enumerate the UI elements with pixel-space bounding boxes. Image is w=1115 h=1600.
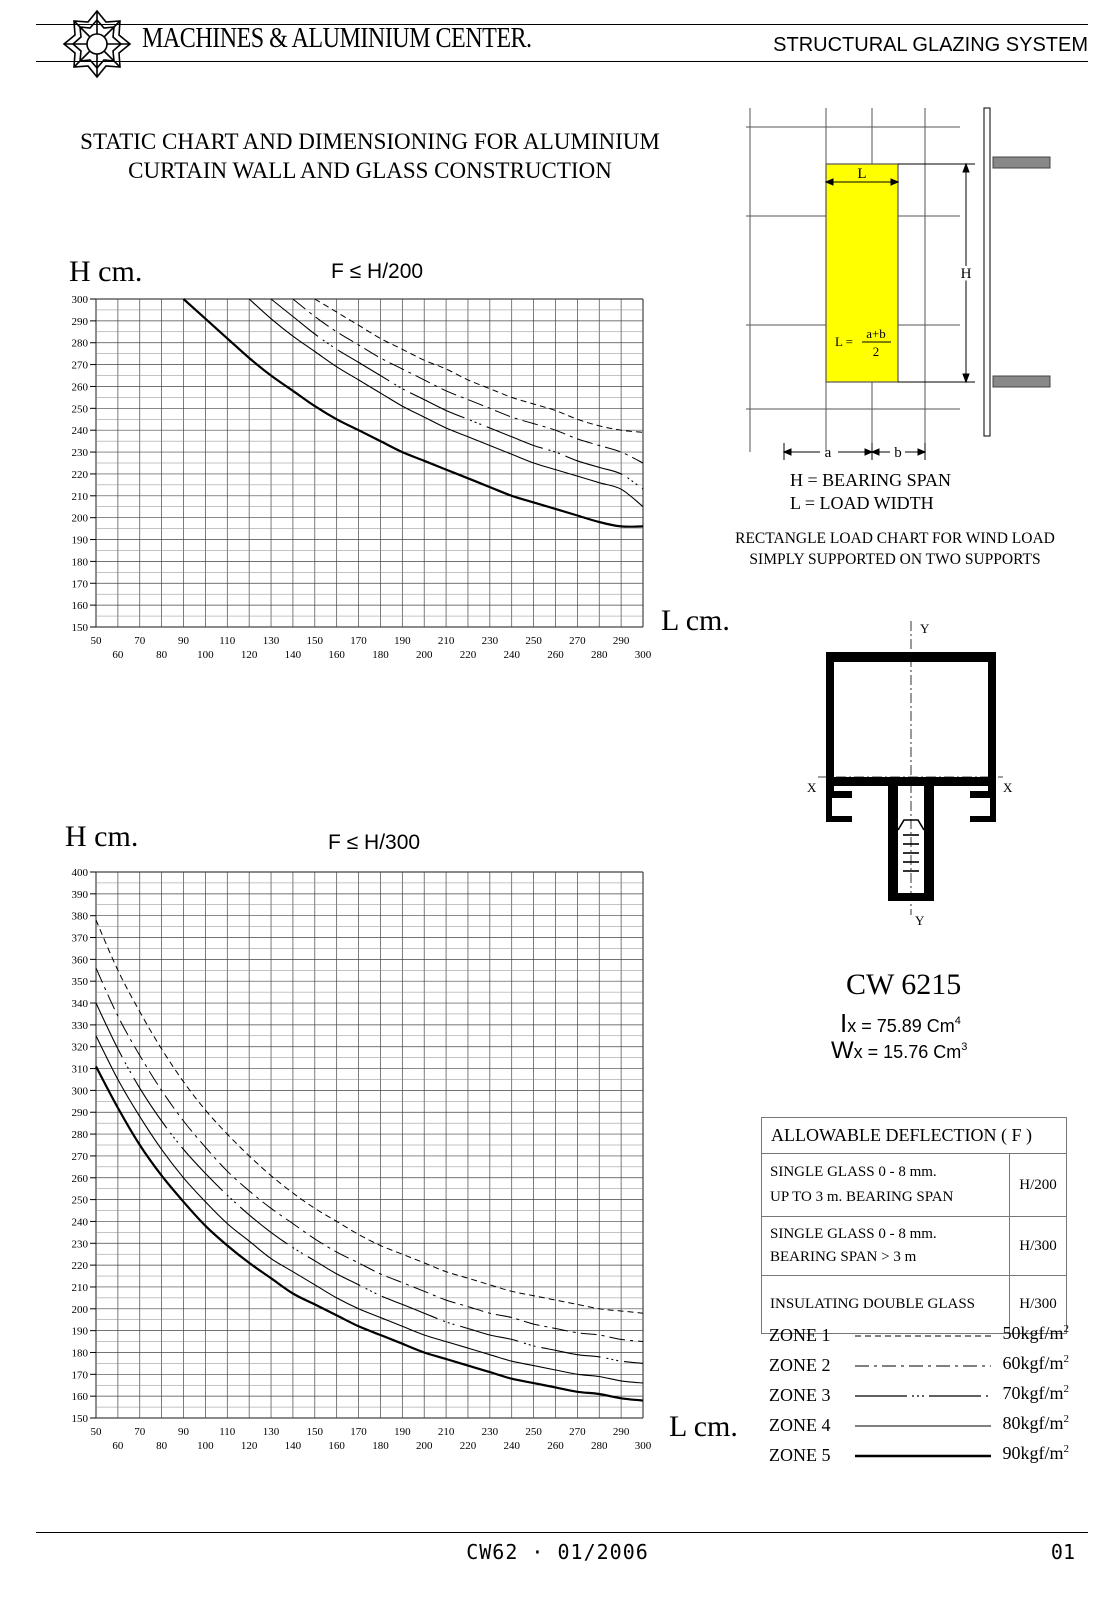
x-tick-label: 240 (503, 649, 520, 661)
zone5-line-sample (855, 1453, 991, 1459)
x-tick-label: 260 (547, 649, 564, 661)
y-tick-label: 390 (71, 888, 88, 901)
x-tick-label: 180 (372, 649, 389, 661)
chart2-title: F ≤ H/300 (328, 831, 421, 854)
zone-value-text: 50kgf/m (1002, 1323, 1064, 1343)
caption-line-1: RECTANGLE LOAD CHART FOR WIND LOAD (735, 530, 1055, 547)
x-tick-label: 70 (134, 1426, 146, 1438)
table-cell-condition: INSULATING DOUBLE GLASS (762, 1276, 1010, 1334)
x-tick-label: 230 (481, 1426, 499, 1438)
y-tick-label: 210 (71, 490, 88, 503)
x-tick-label: 160 (328, 1440, 345, 1452)
y-tick-label: 290 (71, 1107, 88, 1120)
table-cell-value: H/300 (1010, 1276, 1067, 1334)
zone-value-text: 80kgf/m (1002, 1413, 1064, 1433)
y-tick-label: 280 (71, 1129, 88, 1142)
x-tick-label: 170 (350, 1426, 367, 1438)
y-tick-label: 160 (71, 600, 88, 613)
x-tick-label: 290 (612, 1426, 630, 1438)
title-line-2: CURTAIN WALL AND GLASS CONSTRUCTION (128, 158, 612, 183)
moment-of-inertia (840, 1008, 961, 1039)
x-tick-label: 250 (525, 1426, 542, 1438)
y-tick-label: 220 (71, 468, 88, 481)
y-tick-label: 150 (71, 622, 88, 634)
zone-label: ZONE 5 (769, 1445, 831, 1465)
y-tick-label: 250 (71, 403, 88, 416)
y-tick-label: 240 (71, 1216, 88, 1229)
x-tick-label: 260 (547, 1440, 564, 1452)
formula-numerator: a+b (866, 326, 886, 341)
x-tick-label: 180 (372, 1440, 389, 1452)
zone2-line-sample (855, 1363, 991, 1369)
load-diagram (740, 100, 1070, 470)
x-tick-label: 110 (219, 1426, 236, 1438)
series-zone-5 (96, 1066, 643, 1400)
zone4-line-sample (855, 1423, 991, 1429)
series-zone-3 (96, 1003, 643, 1363)
wx-value: x = 15.76 Cm (853, 1042, 962, 1062)
zone-exponent: 2 (1063, 1443, 1069, 1455)
legend-load-width: L = LOAD WIDTH (790, 493, 934, 513)
x-tick-label: 200 (415, 649, 433, 661)
diagram-label-a: a (824, 445, 832, 461)
mullion-profile (984, 108, 990, 436)
y-tick-label: 400 (71, 867, 88, 879)
allowable-deflection-table (761, 1117, 1067, 1334)
row1-line1: SINGLE GLASS 0 - 8 mm. (770, 1164, 937, 1180)
dim-a-b (784, 443, 925, 460)
zone-legend-3 (769, 1385, 1069, 1413)
y-tick-label: 220 (71, 1260, 88, 1273)
zone-value (1003, 1323, 1070, 1344)
footer-rule (36, 1532, 1088, 1533)
y-tick-label: 230 (71, 1238, 88, 1251)
ix-value: x = 75.89 Cm (847, 1016, 955, 1036)
x-tick-label: 50 (90, 1426, 102, 1438)
x-tick-label: 140 (284, 1440, 302, 1452)
table-header: ALLOWABLE DEFLECTION ( F ) (762, 1118, 1067, 1154)
x-tick-label: 90 (178, 635, 190, 647)
formula-denominator: 2 (872, 344, 880, 359)
chart1-y-axis-label: H cm. (69, 255, 143, 288)
footer-doc-code: CW62 · 01/2006 (466, 1540, 649, 1564)
x-tick-label: 90 (178, 1426, 190, 1438)
y-tick-label: 270 (71, 1150, 88, 1163)
x-tick-label: 280 (590, 649, 608, 661)
y-tick-label: 230 (71, 447, 88, 460)
zone-value (1003, 1383, 1070, 1404)
y-tick-label: 290 (71, 315, 88, 328)
wx-exponent: 3 (961, 1041, 968, 1053)
y-tick-label: 260 (71, 381, 88, 394)
x-tick-label: 290 (612, 635, 630, 647)
y-tick-label: 300 (71, 1085, 88, 1098)
y-tick-label: 350 (71, 976, 88, 989)
y-tick-label: 330 (71, 1019, 88, 1032)
ix-exponent: 4 (954, 1015, 961, 1027)
legend-bearing-span: H = BEARING SPAN (790, 470, 952, 490)
x-tick-label: 300 (634, 1440, 652, 1452)
top-support-bracket (993, 157, 1050, 168)
y-tick-label: 210 (71, 1281, 88, 1294)
table-cell-condition (762, 1154, 1010, 1217)
diagram-label-L: L (857, 166, 867, 182)
x-tick-label: 210 (437, 635, 455, 647)
zone-value (1003, 1413, 1070, 1434)
y-tick-label: 280 (71, 337, 88, 350)
x-tick-label: 150 (306, 635, 324, 647)
load-area-rect (826, 164, 898, 382)
zone-legend-5 (769, 1445, 1069, 1473)
zone-value (1003, 1353, 1070, 1374)
zone-label: ZONE 1 (769, 1325, 831, 1345)
series-zone-2 (96, 968, 643, 1342)
y-tick-label: 150 (71, 1413, 88, 1425)
system-name: STRUCTURAL GLAZING SYSTEM (773, 34, 1088, 56)
y-tick-label: 320 (71, 1041, 88, 1054)
y-tick-label: 240 (71, 425, 88, 438)
x-tick-label: 220 (459, 649, 477, 661)
zone-legend-4 (769, 1415, 1069, 1443)
y-tick-label: 180 (71, 556, 88, 569)
y-tick-label: 180 (71, 1347, 88, 1360)
x-tick-label: 110 (219, 635, 236, 647)
y-tick-label: 170 (71, 578, 88, 591)
y-tick-label: 160 (71, 1391, 88, 1404)
ix-symbol: I (840, 1008, 848, 1038)
x-tick-label: 120 (240, 1440, 258, 1452)
zone-exponent: 2 (1063, 1383, 1069, 1395)
cw6215-profile-section (800, 615, 1020, 935)
y-tick-label: 200 (71, 1303, 88, 1316)
y-tick-label: 270 (71, 359, 88, 372)
diagram-legend (790, 469, 951, 515)
x-tick-label: 50 (90, 635, 102, 647)
y-tick-label: 260 (71, 1172, 88, 1185)
profile-axis-y-top: Y (920, 621, 930, 636)
x-tick-label: 150 (306, 1426, 324, 1438)
x-tick-label: 80 (156, 649, 168, 661)
x-tick-label: 130 (262, 635, 280, 647)
title-line-1: STATIC CHART AND DIMENSIONING FOR ALUMINIUM (80, 129, 660, 154)
y-tick-label: 190 (71, 534, 88, 547)
zone-value-text: 90kgf/m (1002, 1443, 1064, 1463)
zone-exponent: 2 (1063, 1413, 1069, 1425)
x-tick-label: 220 (459, 1440, 477, 1452)
x-tick-label: 200 (415, 1440, 433, 1452)
y-tick-label: 370 (71, 932, 88, 945)
y-tick-label: 380 (71, 910, 88, 923)
zone-legend-2 (769, 1355, 1069, 1383)
x-tick-label: 270 (569, 635, 586, 647)
row2-line1: SINGLE GLASS 0 - 8 mm. (770, 1226, 937, 1242)
zone-exponent: 2 (1063, 1353, 1069, 1365)
bottom-support-bracket (993, 376, 1050, 387)
zone-value-text: 70kgf/m (1002, 1383, 1064, 1403)
x-tick-label: 80 (156, 1440, 168, 1452)
x-tick-label: 240 (503, 1440, 520, 1452)
profile-axis-x-right: X (1003, 780, 1013, 795)
table-cell-value: H/200 (1010, 1154, 1067, 1217)
row2-line2: BEARING SPAN > 3 m (770, 1249, 917, 1265)
chart2-y-axis-label: H cm. (65, 820, 139, 853)
table-row (762, 1217, 1067, 1276)
zone1-line-sample (855, 1333, 991, 1339)
x-tick-label: 250 (525, 635, 542, 647)
row1-line2: UP TO 3 m. BEARING SPAN (770, 1189, 954, 1205)
diagram-caption (700, 528, 1090, 570)
y-tick-label: 200 (71, 512, 88, 525)
table-row (762, 1154, 1067, 1217)
profile-name: CW 6215 (846, 968, 962, 1001)
x-tick-label: 280 (590, 1440, 608, 1452)
table-cell-condition (762, 1217, 1010, 1276)
company-name: MACHINES & ALUMINIUM CENTER. (142, 23, 532, 54)
zone3-line-sample (855, 1393, 991, 1399)
x-tick-label: 140 (284, 649, 302, 661)
zone-label: ZONE 2 (769, 1355, 831, 1375)
x-tick-label: 170 (350, 635, 367, 647)
profile-axis-x-left: X (807, 780, 817, 795)
caption-line-2: SIMPLY SUPPORTED ON TWO SUPPORTS (749, 551, 1041, 568)
y-tick-label: 170 (71, 1369, 88, 1382)
zone-exponent: 2 (1063, 1323, 1069, 1335)
x-tick-label: 70 (134, 635, 146, 647)
zone-value (1003, 1443, 1070, 1464)
y-tick-label: 300 (71, 294, 88, 306)
x-tick-label: 100 (197, 1440, 214, 1452)
x-tick-label: 190 (394, 1426, 411, 1438)
zone-label: ZONE 3 (769, 1385, 831, 1405)
y-tick-label: 360 (71, 954, 88, 967)
y-tick-label: 340 (71, 998, 88, 1011)
x-tick-label: 120 (240, 649, 258, 661)
chart2-x-axis-label: L cm. (669, 1410, 738, 1443)
formula-lhs: L = (834, 334, 853, 349)
x-tick-label: 60 (112, 1440, 124, 1452)
y-tick-label: 250 (71, 1194, 88, 1207)
x-tick-label: 160 (328, 649, 345, 661)
zone-legend-1 (769, 1325, 1069, 1353)
x-tick-label: 230 (481, 635, 499, 647)
table-header-row (762, 1118, 1067, 1154)
profile-axis-y-bottom: Y (915, 913, 925, 928)
diagram-label-b: b (894, 445, 902, 461)
y-tick-label: 190 (71, 1325, 88, 1338)
x-tick-label: 130 (262, 1426, 280, 1438)
chart1-title: F ≤ H/200 (331, 260, 424, 283)
y-tick-label: 310 (71, 1063, 88, 1076)
x-tick-label: 270 (569, 1426, 586, 1438)
chart1-x-axis-label: L cm. (661, 604, 730, 637)
zone-label: ZONE 4 (769, 1415, 831, 1435)
x-tick-label: 190 (394, 635, 411, 647)
x-tick-label: 60 (112, 649, 124, 661)
diagram-label-H: H (960, 266, 972, 282)
zone-value-text: 60kgf/m (1002, 1353, 1064, 1373)
table-cell-value: H/300 (1010, 1217, 1067, 1276)
x-tick-label: 100 (197, 649, 214, 661)
wx-symbol: W (831, 1037, 854, 1064)
x-tick-label: 210 (437, 1426, 455, 1438)
x-tick-label: 300 (634, 649, 652, 661)
section-modulus (831, 1037, 967, 1065)
footer-page-number: 01 (1050, 1540, 1075, 1564)
